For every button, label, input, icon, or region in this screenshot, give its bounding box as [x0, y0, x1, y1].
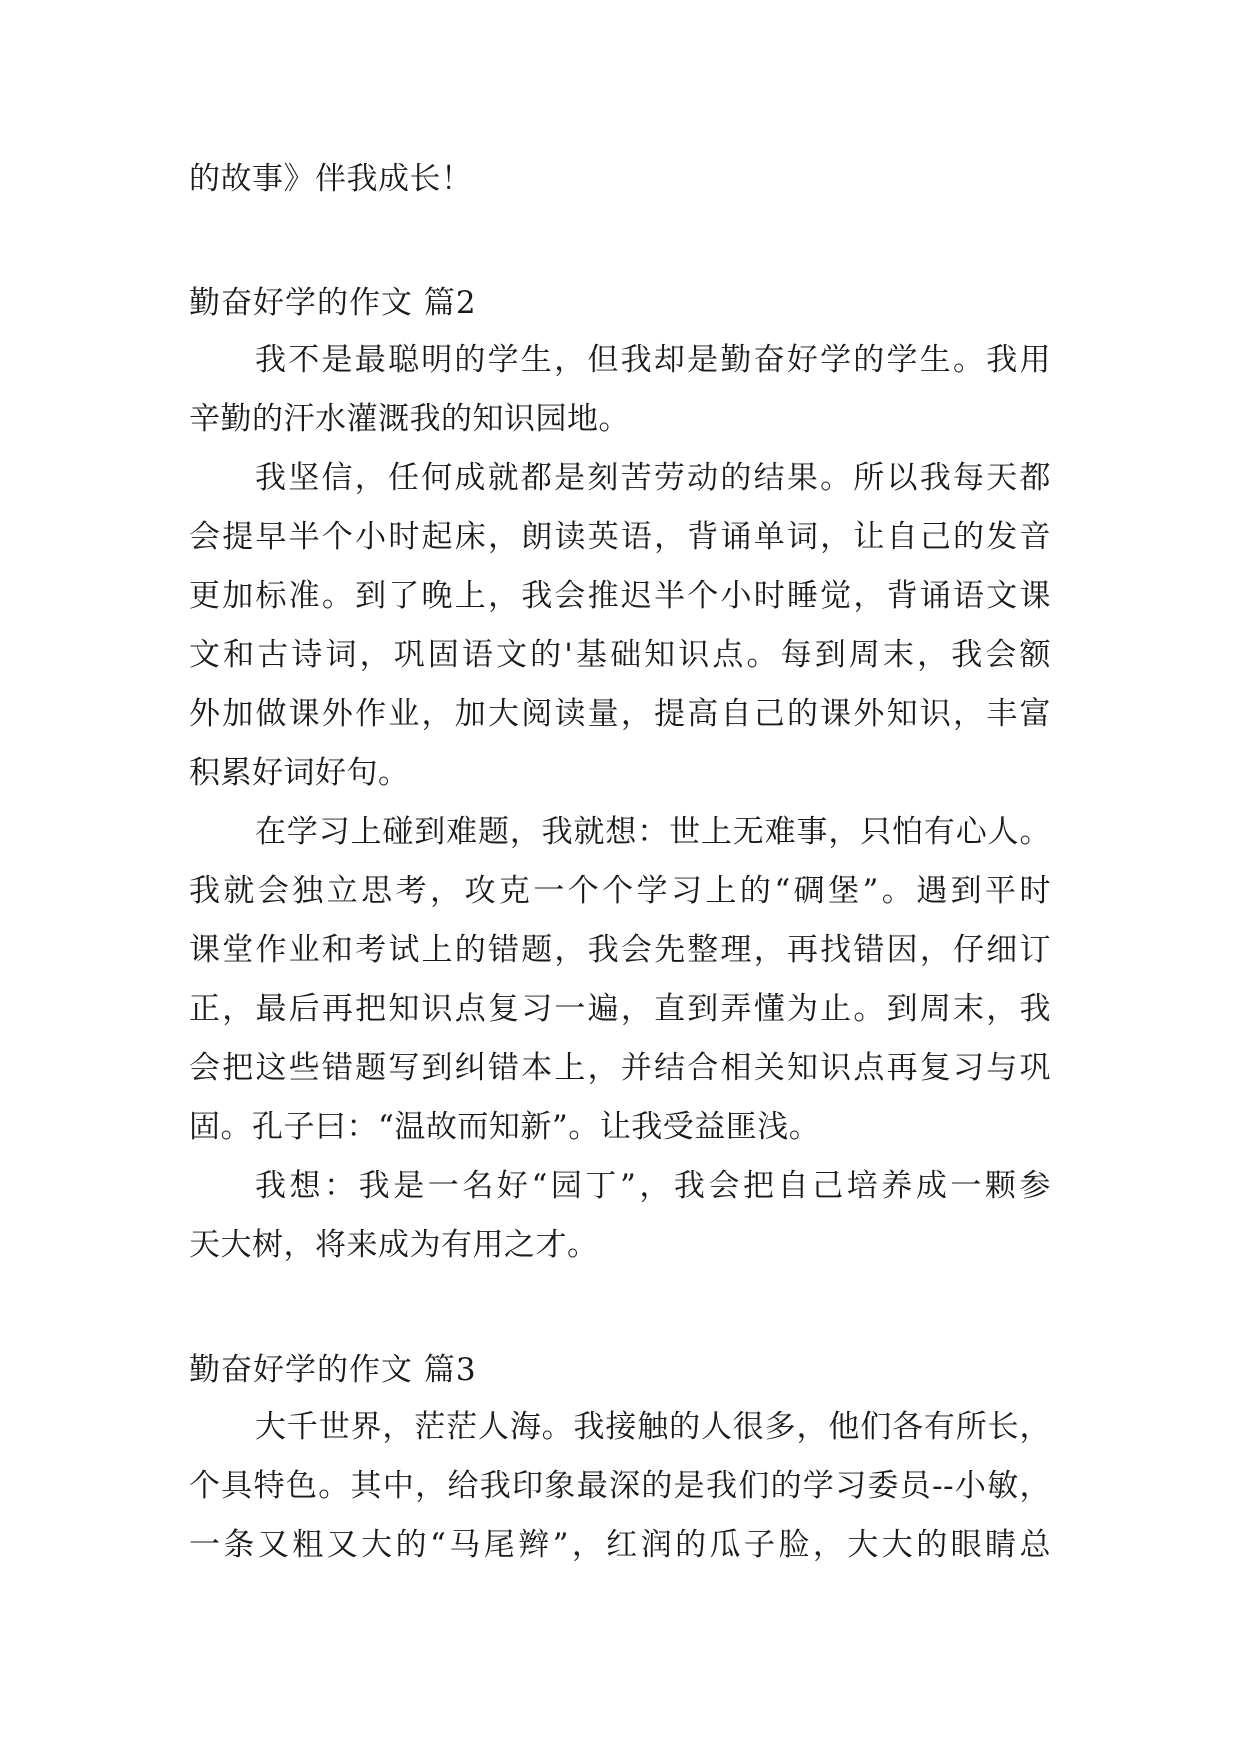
essay2-p4-line2: 天大树，将来成为有用之才。: [189, 1227, 599, 1263]
essay2-p2-line2: 会提早半个小时起床，朗读英语，背诵单词，让自己的发音: [189, 519, 1051, 555]
essay2-p2-line4: 文和古诗词，巩固语文的'基础知识点。每到周末，我会额: [189, 637, 1051, 673]
continuation-line: 的故事》伴我成长！: [189, 161, 473, 197]
essay2-p3-line3: 课堂作业和考试上的错题，我会先整理，再找错因，仔细订: [189, 932, 1051, 968]
essay2-p2-line6: 积累好词好句。: [189, 755, 410, 791]
essay3-p1-line2: 个具特色。其中，给我印象最深的是我们的学习委员--小敏，: [189, 1468, 1051, 1504]
essay2-p2-line1: 我坚信，任何成就都是刻苦劳动的结果。所以我每天都: [255, 460, 1051, 496]
essay2-p1-line1: 我不是最聪明的学生，但我却是勤奋好学的学生。我用: [255, 342, 1051, 378]
essay2-p2-line3: 更加标准。到了晚上，我会推迟半个小时睡觉，背诵语文课: [189, 578, 1051, 614]
essay2-p2-line5: 外加做课外作业，加大阅读量，提高自己的课外知识，丰富: [189, 696, 1051, 732]
essay2-p3-line2: 我就会独立思考，攻克一个个学习上的“碉堡”。遇到平时: [189, 873, 1051, 909]
essay2-p3-line6: 固。孔子曰：“温故而知新”。让我受益匪浅。: [189, 1109, 821, 1145]
essay2-p3-line5: 会把这些错题写到纠错本上，并结合相关知识点再复习与巩: [189, 1050, 1051, 1086]
essay3-heading: 勤奋好学的作文 篇3: [189, 1352, 477, 1388]
essay3-p1-line1: 大千世界，茫茫人海。我接触的人很多，他们各有所长，: [255, 1409, 1051, 1445]
essay2-p4-line1: 我想：我是一名好“园丁”，我会把自己培养成一颗参: [255, 1168, 1051, 1204]
essay3-p1-line3: 一条又粗又大的“马尾辫”，红润的瓜子脸，大大的眼睛总: [189, 1527, 1051, 1563]
essay2-p3-line1: 在学习上碰到难题，我就想：世上无难事，只怕有心人。: [255, 814, 1051, 850]
essay2-p3-line4: 正，最后再把知识点复习一遍，直到弄懂为止。到周末，我: [189, 991, 1051, 1027]
essay2-p1-line2: 辛勤的汗水灌溉我的知识园地。: [189, 401, 630, 437]
essay2-heading: 勤奋好学的作文 篇2: [189, 285, 477, 321]
